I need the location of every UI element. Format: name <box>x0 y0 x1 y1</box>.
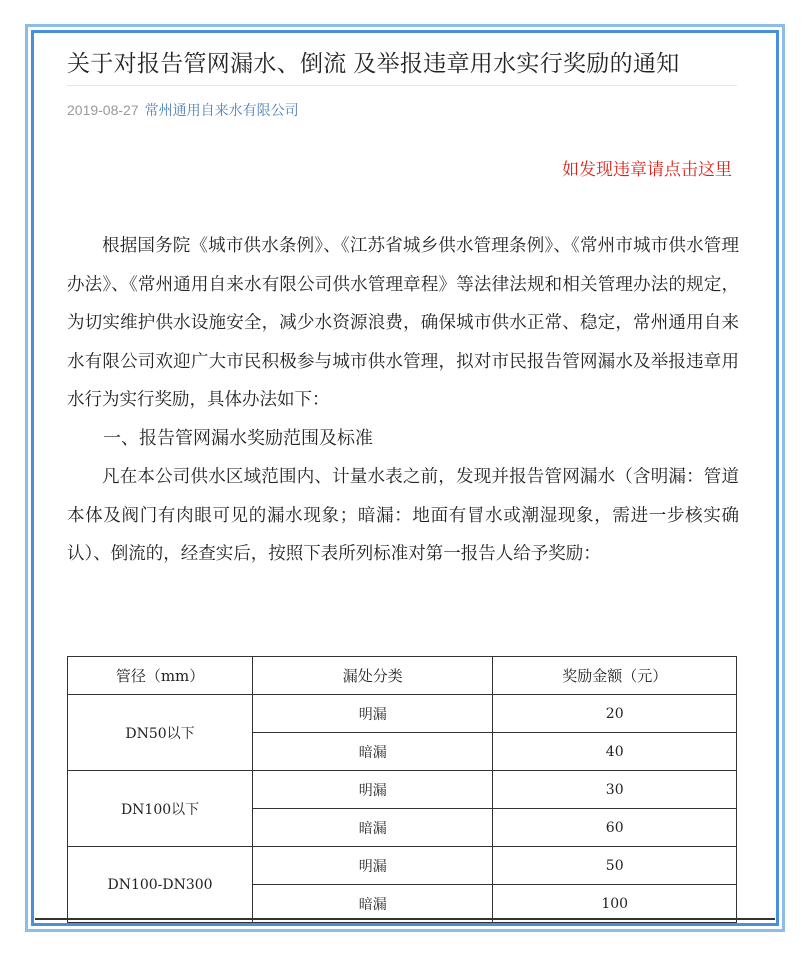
diameter-cell: DN100-DN300 <box>68 847 253 923</box>
author-link[interactable]: 常州通用自来水有限公司 <box>144 102 299 118</box>
leak-type-cell: 明漏 <box>253 847 493 885</box>
leak-type-cell: 暗漏 <box>253 885 493 923</box>
article-meta <box>67 100 299 120</box>
article-title: 关于对报告管网漏水、倒流 及举报违章用水实行奖励的通知 <box>67 50 680 76</box>
leak-type-cell: 明漏 <box>253 695 493 733</box>
publish-date: 2019-08-27 <box>67 102 139 118</box>
amount-cell: 50 <box>493 847 737 885</box>
section-paragraph: 凡在本公司供水区域范围内、计量水表之前，发现并报告管网漏水（含明漏：管道本体及阀门有肉眼可见的漏水现象；暗漏：地面有冒水或潮湿现象，需进一步核实确认）、倒流的，经查实后，按照下表所列标准对第一报告人给予奖励： <box>67 467 739 564</box>
leak-type-cell: 暗漏 <box>253 809 493 847</box>
header-reward-amount: 奖励金额（元） <box>493 657 737 695</box>
leak-type-cell: 明漏 <box>253 771 493 809</box>
table-row <box>68 847 737 885</box>
diameter-cell: DN100以下 <box>68 771 253 847</box>
header-diameter: 管径（mm） <box>68 657 253 695</box>
article-body <box>67 227 739 574</box>
table-row <box>68 695 737 733</box>
amount-cell: 30 <box>493 771 737 809</box>
title-divider <box>67 85 737 86</box>
report-violation-link[interactable]: 如发现违章请点击这里 <box>562 160 732 180</box>
section-heading: 一、报告管网漏水奖励范围及标准 <box>103 427 373 449</box>
amount-cell: 100 <box>493 885 737 923</box>
amount-cell: 20 <box>493 695 737 733</box>
amount-cell: 60 <box>493 809 737 847</box>
bottom-divider <box>35 918 775 920</box>
diameter-cell: DN50以下 <box>68 695 253 771</box>
article-container <box>31 30 779 926</box>
table-header-row <box>68 657 737 695</box>
reward-table <box>67 656 737 923</box>
intro-paragraph: 根据国务院《城市供水条例》、《江苏省城乡供水管理条例》、《常州市城市供水管理办法》、《常州通用自来水有限公司供水管理章程》等法律法规和相关管理办法的规定，为切实维护供水设施安全，减少水资源浪费，确保城市供水正常、稳定，常州通用自来水有限公司欢迎广大市民积极参与城市供水管理，拟对市民报告管网漏水及举报违章用水行为实行奖励，具体办法如下： <box>67 236 739 410</box>
amount-cell: 40 <box>493 733 737 771</box>
leak-type-cell: 暗漏 <box>253 733 493 771</box>
table-row <box>68 771 737 809</box>
header-leak-type: 漏处分类 <box>253 657 493 695</box>
